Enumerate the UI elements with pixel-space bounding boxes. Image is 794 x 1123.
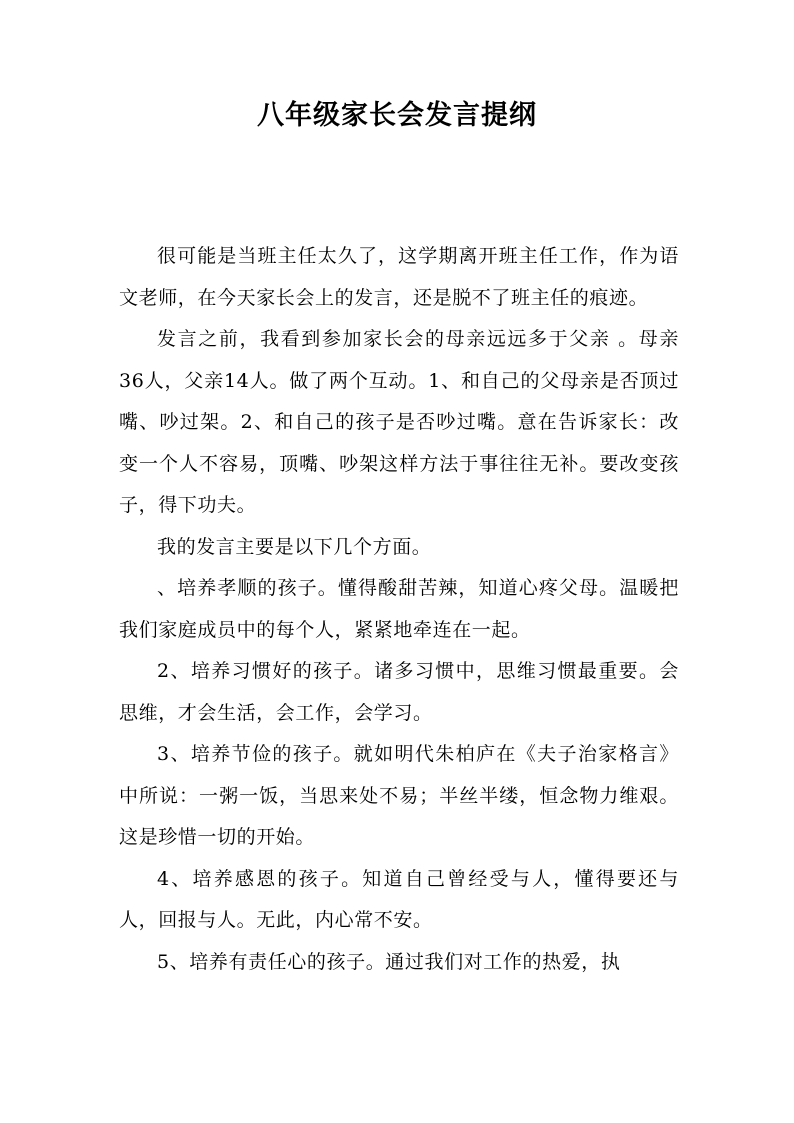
paragraph-outline: 我的发言主要是以下几个方面。: [157, 535, 432, 558]
paragraph-point-filial: 、培养孝顺的孩子。懂得酸甜苦辣，知道心疼父母。温暖把我们家庭成员中的每个人，紧紧地牵连在一起。: [119, 577, 679, 641]
document-body: [119, 236, 679, 983]
paragraph-point-responsibility: 5、培养有责任心的孩子。通过我们对工作的热爱，执: [157, 950, 621, 973]
paragraph-interaction: 发言之前，我看到参加家长会的母亲远远多于父亲 。母亲36人，父亲14人。做了两个互动。1、和自己的父母亲是否顶过嘴、吵过架。2、和自己的孩子是否吵过嘴。意在告诉家长：改变一个人不容易，顶嘴、吵架这样方法于事往往无补。要改变孩子，得下功夫。: [119, 328, 679, 516]
document-title: 八年级家长会发言提纲: [257, 100, 537, 131]
paragraph-point-habits: 2、培养习惯好的孩子。诸多习惯中，思维习惯最重要。会思维，才会生活，会工作，会学习。: [119, 660, 679, 724]
paragraph-point-gratitude: 4、培养感恩的孩子。知道自己曾经受与人，懂得要还与人，回报与人。无此，内心常不安。: [119, 867, 679, 931]
paragraph-point-thrift: 3、培养节俭的孩子。就如明代朱柏庐在《夫子治家格言》中所说：一粥一饭，当思来处不易；半丝半缕，恒念物力维艰。这是珍惜一切的开始。: [119, 743, 679, 848]
paragraph-intro: 很可能是当班主任太久了，这学期离开班主任工作，作为语文老师，在今天家长会上的发言，还是脱不了班主任的痕迹。: [119, 245, 679, 309]
